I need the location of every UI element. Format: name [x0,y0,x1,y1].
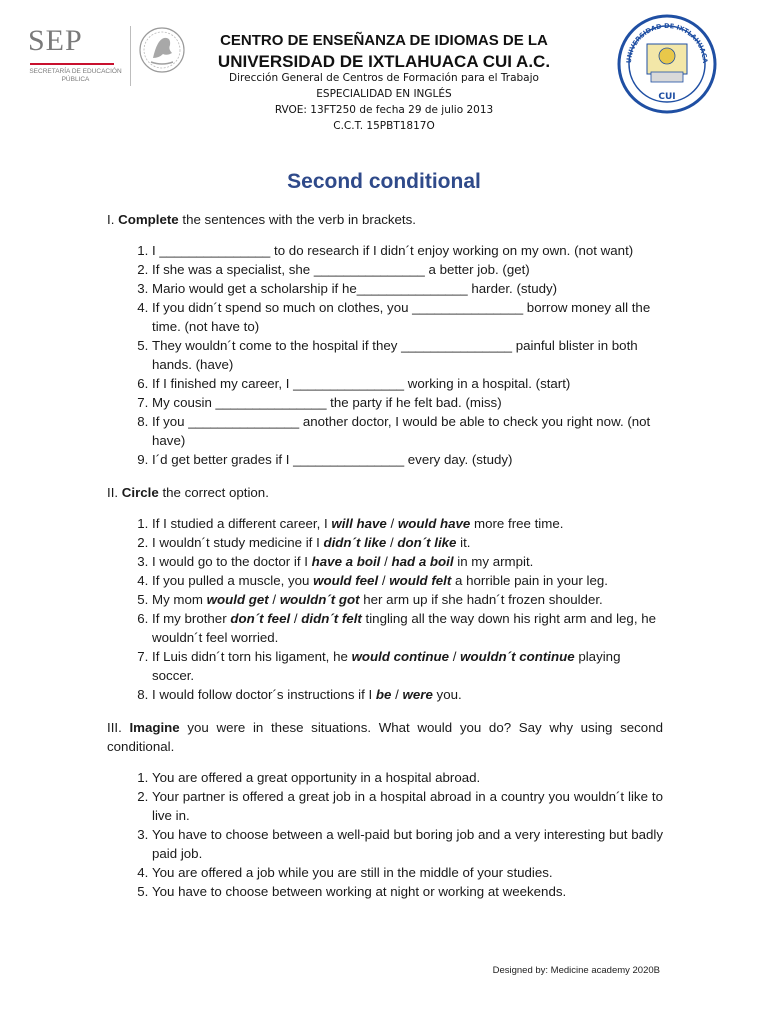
section-3-number: III. [107,720,122,735]
list-item: 6. If I finished my career, I _______________ working in a hospital. (start) [152,374,663,393]
sentence-start: If you pulled a muscle, you [152,573,314,588]
option-b: were [402,687,433,702]
header-line-3: Dirección General de Centros de Formación para el Trabajo [229,72,539,84]
page-title: Second conditional [287,170,481,193]
option-a: don´t feel [230,611,291,626]
list-item: 4. If you didn´t spend so much on clothes, you _______________ borrow money all the time. (not have to) [152,298,663,336]
list-item [152,571,663,590]
option-a: would feel [313,573,379,588]
section-1-list [107,241,663,469]
section-2-number: II. [107,485,119,500]
section-1-instruction [107,210,663,229]
section-3-instruction [107,718,663,756]
option-a: would continue [351,649,450,664]
list-item: 5. They wouldn´t come to the hospital if they _______________ painful blister in both hands. (have) [152,336,663,374]
sentence-start: I would follow doctor´s instructions if I [152,687,376,702]
sentence-end: a horrible pain in your leg. [451,573,608,588]
list-item: 2. If she was a specialist, she _______________ a better job. (get) [152,260,663,279]
worksheet-body [107,210,663,915]
section-2-text: the correct option. [158,485,269,500]
sentence-end: tingling all the way down his right arm and leg, he wouldn´t feel worried. [152,611,657,645]
header-line-5: RVOE: 13FT250 de fecha 29 de julio 2013 [274,104,494,116]
option-separator: / [290,611,302,626]
header-line-1: CENTRO DE ENSEÑANZA DE IDIOMAS DE LA [220,32,548,49]
option-separator: / [380,554,392,569]
option-b: wouldn´t got [279,592,360,607]
list-item: 1. You are offered a great opportunity in a hospital abroad. [152,768,663,787]
option-a: be [375,687,392,702]
sentence-start: If Luis didn´t torn his ligament, he [152,649,352,664]
section-2-list [107,514,663,704]
option-b: had a boil [391,554,454,569]
list-item: 1. I _______________ to do research if I didn´t enjoy working on my own. (not want) [152,241,663,260]
list-item: 3. You have to choose between a well-paid but boring job and a very interesting but badly paid job. [152,825,663,863]
list-item [152,533,663,552]
option-b: didn´t felt [301,611,362,626]
sep-logo-subtext: SECRETARÍA DE EDUCACIÓN PÚBLICA [29,68,122,83]
list-item [152,590,663,609]
sentence-start: I wouldn´t study medicine if I [152,535,324,550]
list-item: 8. If you _______________ another doctor, I would be able to check you right now. (not have) [152,412,663,450]
list-item [152,552,663,571]
list-item [152,647,663,685]
footer-credit: Designed by: Medicine academy 2020B [492,965,660,976]
header-line-6: C.C.T. 15PBT1817O [333,120,435,132]
option-separator: / [449,649,461,664]
sep-logo-text: SEP [28,24,83,57]
section-2-keyword: Circle [121,485,159,500]
header-line-4: ESPECIALIDAD EN INGLÉS [316,88,452,100]
option-separator: / [386,535,398,550]
option-separator: / [378,573,390,588]
option-a: have a boil [311,554,381,569]
section-2-instruction [107,483,663,502]
section-1-number: I. [107,212,115,227]
list-item [152,514,663,533]
section-1-text: the sentences with the verb in brackets. [178,212,416,227]
sentence-end: in my armpit. [453,554,534,569]
sentence-start: My mom [152,592,207,607]
list-item [152,609,663,647]
list-item: 2. Your partner is offered a great job in a hospital abroad in a country you wouldn´t like to live in. [152,787,663,825]
option-a: didn´t like [323,535,387,550]
sentence-start: If my brother [152,611,231,626]
option-b: don´t like [397,535,457,550]
section-3-keyword: Imagine [129,720,180,735]
section-1-keyword: Complete [118,212,179,227]
list-item [152,685,663,704]
seal-bottom-text: CUI [658,92,676,102]
document-header [0,0,768,150]
seal-top-text: UNIVERSIDAD DE IXTLAHUACA [624,21,710,64]
header-line-2: UNIVERSIDAD DE IXTLAHUACA CUI A.C. [217,52,551,71]
option-separator: / [391,687,403,702]
option-b: would felt [389,573,452,588]
option-b: would have [397,516,471,531]
section-3-list [107,768,663,901]
list-item: 3. Mario would get a scholarship if he_______________ harder. (study) [152,279,663,298]
list-item: 9. I´d get better grades if I _______________ every day. (study) [152,450,663,469]
sentence-end: you. [432,687,462,702]
sentence-end: playing soccer. [152,649,621,683]
list-item: 4. You are offered a job while you are still in the middle of your studies. [152,863,663,882]
option-a: would get [206,592,269,607]
option-separator: / [386,516,398,531]
sentence-end: it. [456,535,471,550]
sentence-end: her arm up if she hadn´t frozen shoulder. [359,592,603,607]
section-3-text: you were in these situations. What would you do? Say why using second conditional. [107,720,663,754]
sentence-end: more free time. [470,516,564,531]
option-separator: / [268,592,280,607]
option-a: will have [331,516,387,531]
option-b: wouldn´t continue [460,649,575,664]
sentence-start: If I studied a different career, I [152,516,332,531]
sentence-start: I would go to the doctor if I [152,554,312,569]
list-item: 7. My cousin _______________ the party if he felt bad. (miss) [152,393,663,412]
list-item: 5. You have to choose between working at night or working at weekends. [152,882,663,901]
